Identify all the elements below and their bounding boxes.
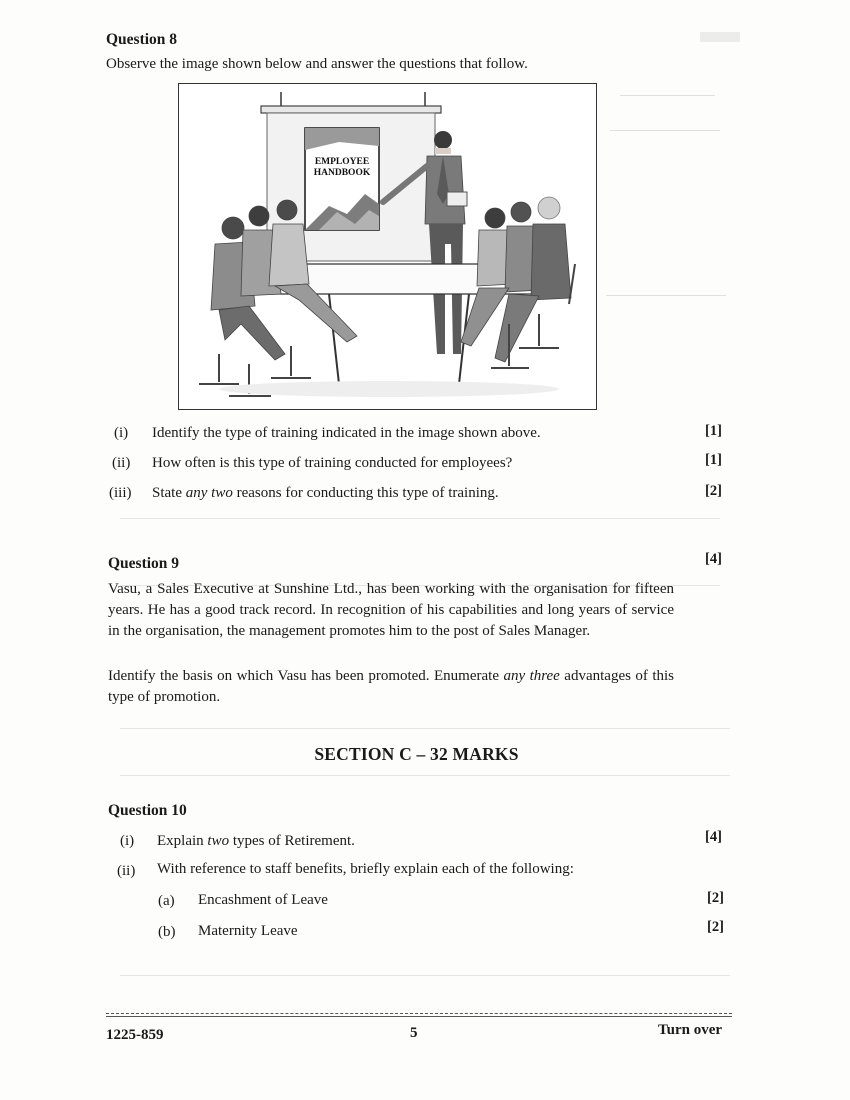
q10-item-number: (ii) xyxy=(117,863,136,879)
bleed-through-mark xyxy=(620,95,715,96)
q10-item-text: Explain two types of Retirement. xyxy=(157,833,355,849)
bleed-through-mark xyxy=(120,728,730,729)
training-illustration xyxy=(178,83,597,410)
q10-item-text: With reference to staff benefits, briefly explain each of the following: xyxy=(157,861,574,877)
q8-item-text: State any two reasons for conducting this type of training. xyxy=(152,485,499,501)
q10-item-number: (i) xyxy=(120,833,135,849)
bleed-through-mark xyxy=(120,775,730,776)
q10-subitem-text: Encashment of Leave xyxy=(198,892,328,908)
q8-item-marks: [1] xyxy=(705,423,722,439)
turn-over-label: Turn over xyxy=(658,1022,723,1038)
footer-rule xyxy=(106,1016,732,1017)
q10-subitem-text: Maternity Leave xyxy=(198,923,298,939)
paper-code: 1225-859 xyxy=(106,1027,164,1043)
question-9-paragraph-1: Vasu, a Sales Executive at Sunshine Ltd., has been working with the organisation for fifteen years. He has a good track record. In recognition of his capabilities and long years of service in the organisation, the management promotes him to the post of Sales Manager. xyxy=(108,581,674,639)
bleed-through-mark xyxy=(610,130,720,131)
question-8-prompt: Observe the image shown below and answer the questions that follow. xyxy=(106,56,528,72)
q10-subitem-number: (b) xyxy=(158,924,176,940)
question-9-paragraph-2: Identify the basis on which Vasu has been promoted. Enumerate any three advantages of this type of promotion. xyxy=(108,668,675,705)
page-number: 5 xyxy=(410,1025,418,1041)
q8-item-number: (ii) xyxy=(112,455,131,471)
question-9-title: Question 9 xyxy=(108,555,180,572)
footer-rule xyxy=(106,1013,732,1014)
section-c-heading: SECTION C – 32 MARKS xyxy=(314,744,519,764)
q10-item-marks: [4] xyxy=(705,829,722,845)
q8-item-number: (i) xyxy=(114,425,129,441)
board-text-line1: EMPLOYEE xyxy=(314,157,370,167)
bleed-through-mark xyxy=(120,975,730,976)
bleed-through-mark xyxy=(700,32,740,42)
q8-item-text: How often is this type of training conducted for employees? xyxy=(152,455,513,471)
q8-item-text: Identify the type of training indicated in the image shown above. xyxy=(152,425,541,441)
bleed-through-mark xyxy=(606,295,726,296)
q10-subitem-marks: [2] xyxy=(707,919,724,935)
question-9-marks: [4] xyxy=(705,551,722,567)
question-8-title: Question 8 xyxy=(106,31,178,48)
q8-item-marks: [2] xyxy=(705,483,722,499)
q10-subitem-number: (a) xyxy=(158,893,175,909)
board-text-line2: HANDBOOK xyxy=(313,168,371,178)
bleed-through-mark xyxy=(120,518,720,519)
q10-subitem-marks: [2] xyxy=(707,890,724,906)
q8-item-marks: [1] xyxy=(705,452,722,468)
question-10-title: Question 10 xyxy=(108,802,187,819)
q8-item-number: (iii) xyxy=(109,485,132,501)
